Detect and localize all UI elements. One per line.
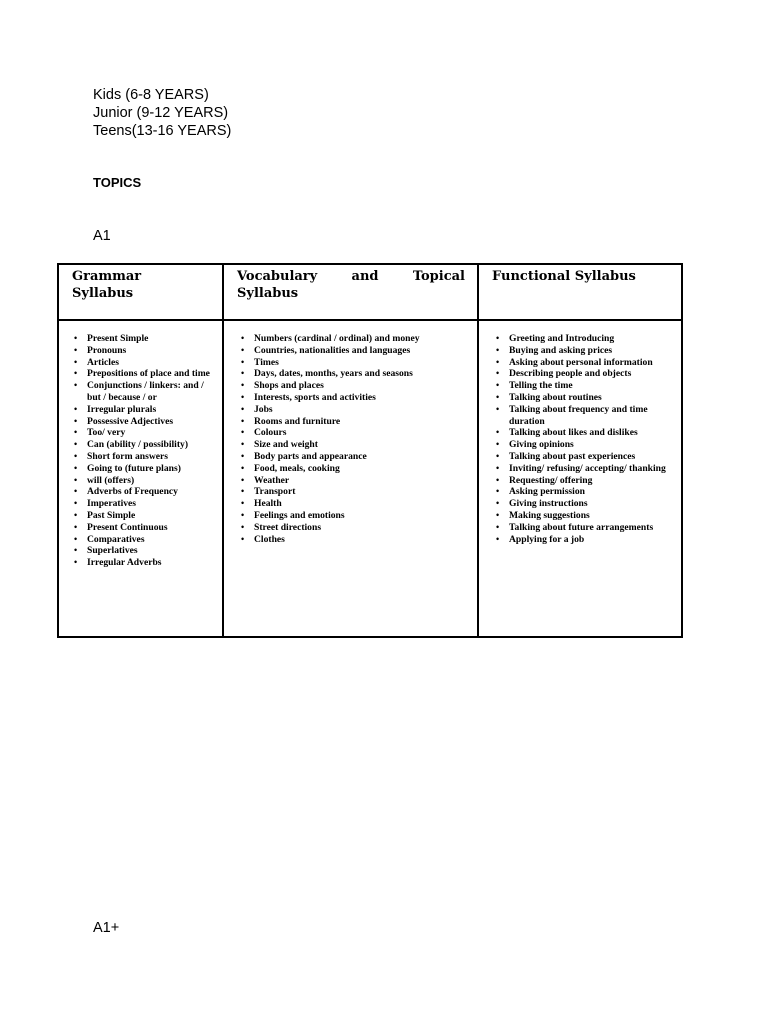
grammar-list-item: • Irregular Adverbs [71, 557, 216, 569]
vocabulary-list-item: • Interests, sports and activities [238, 392, 471, 404]
vocabulary-list-item: • Body parts and appearance [238, 451, 471, 463]
grammar-list-item: • Possessive Adjectives [71, 416, 216, 428]
vocabulary-list-item: • Street directions [238, 522, 471, 534]
functional-list-item: • Greeting and Introducing [493, 333, 675, 345]
functional-list-item: • Buying and asking prices [493, 345, 675, 357]
functional-list-item: • Talking about frequency and time duration [493, 404, 675, 428]
functional-list-item: • Talking about past experiences [493, 451, 675, 463]
functional-list-item: • Talking about future arrangements [493, 522, 675, 534]
age-groups [93, 86, 231, 140]
functional-list-item: • Talking about routines [493, 392, 675, 404]
vocabulary-header: Vocabulary and Topical Syllabus [237, 269, 465, 301]
grammar-list-item: • Adverbs of Frequency [71, 486, 216, 498]
grammar-list-item: • Conjunctions / linkers: and / but / because / or [71, 380, 216, 404]
syllabus-table [57, 263, 683, 638]
vocabulary-cell [223, 320, 478, 637]
grammar-list-item: • Imperatives [71, 498, 216, 510]
vocabulary-list-item: • Days, dates, months, years and seasons [238, 368, 471, 380]
grammar-header-cell [58, 264, 223, 320]
grammar-list-item: • Present Continuous [71, 522, 216, 534]
functional-list [479, 333, 681, 545]
functional-list-item: • Applying for a job [493, 534, 675, 546]
grammar-list-item: • Going to (future plans) [71, 463, 216, 475]
vocabulary-list-item: • Transport [238, 486, 471, 498]
functional-list-item: • Telling the time [493, 380, 675, 392]
age-group-teens: Teens(13-16 YEARS) [93, 123, 232, 139]
grammar-list-item: • Too/ very [71, 427, 216, 439]
topics-heading: TOPICS [93, 175, 142, 190]
functional-list-item: • Describing people and objects [493, 368, 675, 380]
vocabulary-list [224, 333, 477, 545]
grammar-list-item: • Present Simple [71, 333, 216, 345]
vocabulary-list-item: • Feelings and emotions [238, 510, 471, 522]
vocabulary-list-item: • Rooms and furniture [238, 416, 471, 428]
vocabulary-list-item: • Size and weight [238, 439, 471, 451]
grammar-list [59, 333, 222, 569]
functional-cell [478, 320, 682, 637]
vocabulary-list-item: • Food, meals, cooking [238, 463, 471, 475]
functional-header: Functional Syllabus [492, 269, 636, 284]
grammar-list-item: • Prepositions of place and time [71, 368, 216, 380]
functional-list-item: • Asking permission [493, 486, 675, 498]
vocabulary-list-item: • Weather [238, 475, 471, 487]
grammar-list-item: • Irregular plurals [71, 404, 216, 416]
grammar-cell [58, 320, 223, 637]
grammar-list-item: • Past Simple [71, 510, 216, 522]
vocabulary-list-item: • Colours [238, 427, 471, 439]
vocabulary-list-item: • Jobs [238, 404, 471, 416]
grammar-header: Grammar Syllabus [72, 269, 142, 301]
vocabulary-list-item: • Countries, nationalities and languages [238, 345, 471, 357]
vocabulary-list-item: • Times [238, 357, 471, 369]
grammar-list-item: • Can (ability / possibility) [71, 439, 216, 451]
level-a1-plus-label: A1+ [93, 920, 120, 936]
vocabulary-list-item: • Numbers (cardinal / ordinal) and money [238, 333, 471, 345]
grammar-list-item: • Comparatives [71, 534, 216, 546]
functional-list-item: • Giving opinions [493, 439, 675, 451]
grammar-list-item: • Short form answers [71, 451, 216, 463]
functional-header-cell [478, 264, 682, 320]
vocabulary-header-cell [223, 264, 478, 320]
vocabulary-list-item: • Clothes [238, 534, 471, 546]
functional-list-item: • Asking about personal information [493, 357, 675, 369]
grammar-list-item: • will (offers) [71, 475, 216, 487]
age-group-junior: Junior (9-12 YEARS) [93, 105, 229, 121]
functional-list-item: • Requesting/ offering [493, 475, 675, 487]
functional-list-item: • Talking about likes and dislikes [493, 427, 675, 439]
age-group-kids: Kids (6-8 YEARS) [93, 87, 209, 103]
vocabulary-list-item: • Health [238, 498, 471, 510]
table-body-row [58, 320, 682, 637]
functional-list-item: • Giving instructions [493, 498, 675, 510]
functional-list-item: • Inviting/ refusing/ accepting/ thanking [493, 463, 675, 475]
level-a1-label: A1 [93, 228, 111, 244]
grammar-list-item: • Articles [71, 357, 216, 369]
vocabulary-list-item: • Shops and places [238, 380, 471, 392]
functional-list-item: • Making suggestions [493, 510, 675, 522]
grammar-list-item: • Pronouns [71, 345, 216, 357]
table-header-row [58, 264, 682, 320]
grammar-list-item: • Superlatives [71, 545, 216, 557]
